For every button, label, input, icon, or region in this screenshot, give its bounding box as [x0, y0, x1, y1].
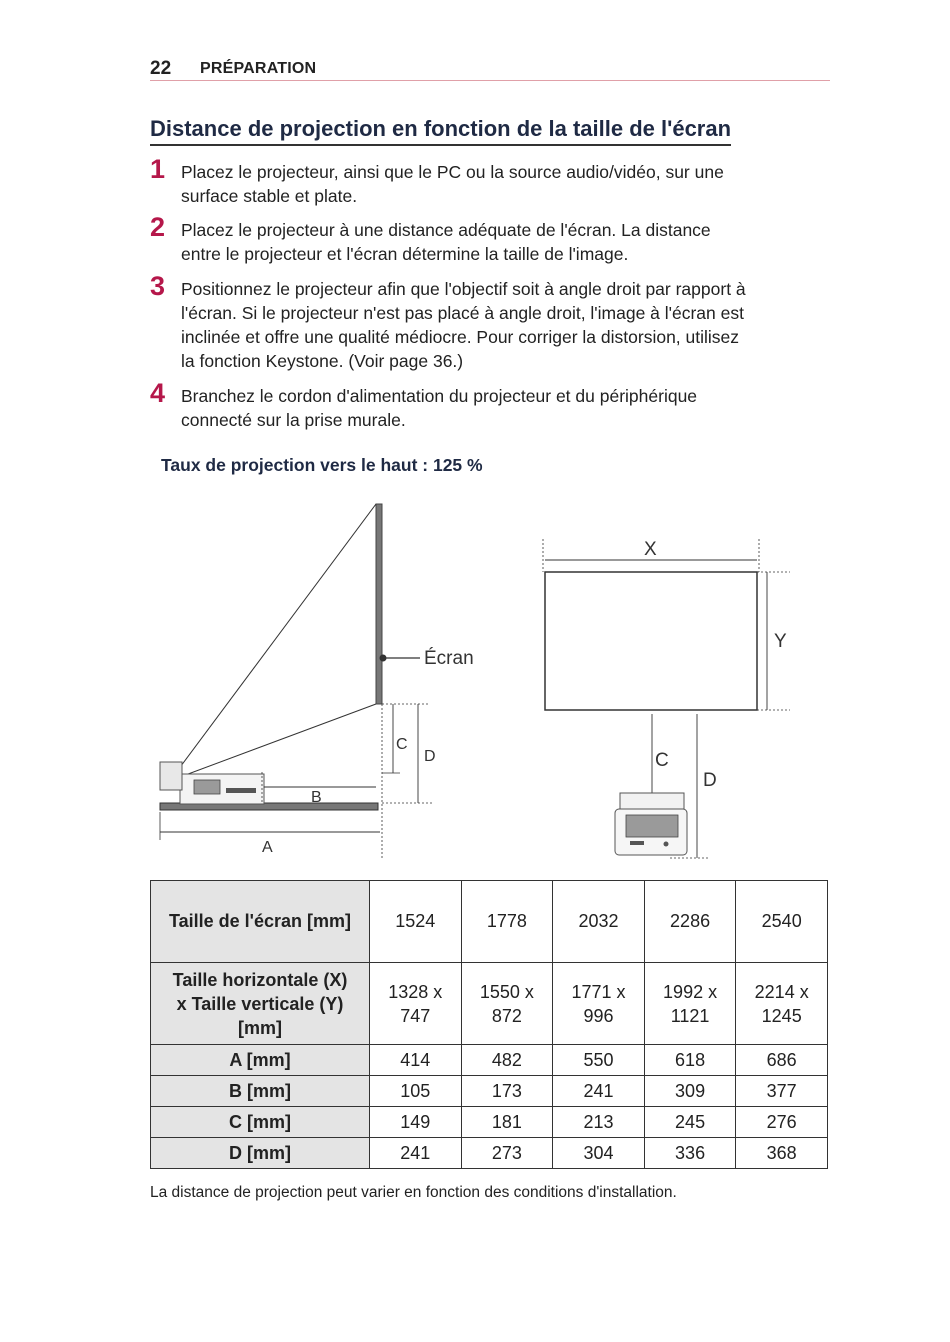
beam-top-line [172, 504, 376, 778]
row-header-line: [mm] [238, 1017, 282, 1038]
row-header [151, 1138, 370, 1169]
table-row [151, 1138, 828, 1169]
step-line: inclinée et offre une qualité médiocre. Pour corriger la distorsion, utilisez [181, 327, 740, 347]
row-header-line: Taille de l'écran [mm] [168, 911, 351, 931]
front-view-illustration [543, 539, 790, 858]
table-cell [736, 963, 828, 1045]
table-cell [370, 881, 462, 963]
table-cell [461, 963, 553, 1045]
cell-line: 1245 [761, 1005, 802, 1026]
table-cell [461, 881, 553, 963]
cell-line: 368 [766, 1142, 797, 1163]
cell-line: 2286 [670, 911, 711, 931]
row-header-line: D [mm] [229, 1142, 291, 1163]
dimension-c-label: C [396, 736, 408, 753]
beam-bottom-line [172, 704, 376, 780]
footnote: La distance de projection peut varier en fonction des conditions d'installation. [150, 1184, 677, 1201]
table-cell [644, 881, 736, 963]
step-number: 3 [150, 271, 166, 301]
cell-line: 1550 x [479, 981, 534, 1002]
cell-line: 996 [583, 1005, 614, 1026]
row-header-line: x Taille verticale (Y) [176, 993, 344, 1014]
table-cell [736, 1107, 828, 1138]
cell-line: 241 [400, 1142, 431, 1163]
step-line: Branchez le cordon d'alimentation du projecteur et du périphérique [181, 386, 698, 406]
table-cell [553, 1138, 645, 1169]
table-cell [370, 1138, 462, 1169]
step-line: Placez le projecteur, ainsi que le PC ou la source audio/vidéo, sur une [181, 162, 724, 182]
table-cell [644, 963, 736, 1045]
table-cell [553, 881, 645, 963]
cell-line: 2540 [761, 911, 802, 931]
table-cell [370, 963, 462, 1045]
table-cell [644, 1076, 736, 1107]
row-header-line: A [mm] [229, 1049, 291, 1070]
page-header [150, 58, 830, 81]
cell-line: 377 [766, 1080, 797, 1101]
screen-pointer-dot [380, 655, 386, 661]
projector-front-icon [615, 793, 687, 855]
table-cell [370, 1107, 462, 1138]
table-cell [553, 1045, 645, 1076]
step-line: entre le projecteur et l'écran détermine la taille de l'image. [181, 244, 629, 264]
table-cell [736, 1045, 828, 1076]
table-row [151, 1107, 828, 1138]
table-cell [461, 1138, 553, 1169]
cell-line: 105 [400, 1080, 431, 1101]
table-cell [736, 1138, 828, 1169]
cell-line: 872 [491, 1005, 522, 1026]
cell-line: 1771 x [571, 981, 626, 1002]
table-cell [461, 1076, 553, 1107]
step-line: la fonction Keystone. (Voir page 36.) [181, 351, 464, 371]
step-line: Positionnez le projecteur afin que l'objectif soit à angle droit par rapport à [181, 279, 746, 299]
dimension-a-label: A [262, 839, 273, 856]
table-row [151, 963, 828, 1045]
step-text [181, 160, 826, 208]
cell-line: 273 [491, 1142, 522, 1163]
cell-line: 1778 [486, 911, 527, 931]
projector-side-icon [160, 762, 264, 804]
cell-line: 747 [400, 1005, 431, 1026]
screen-label: Écran [424, 648, 474, 669]
table-cell [461, 1045, 553, 1076]
row-header [151, 963, 370, 1045]
dimension-x-label: X [644, 539, 657, 560]
row-header [151, 1045, 370, 1076]
cell-line: 276 [766, 1111, 797, 1132]
cell-line: 336 [675, 1142, 706, 1163]
table-cell [461, 1107, 553, 1138]
table-cell [553, 963, 645, 1045]
row-header-line: C [mm] [229, 1111, 291, 1132]
cell-line: 2214 x [754, 981, 809, 1002]
dimension-y-label: Y [774, 631, 787, 652]
step-number: 1 [150, 154, 166, 184]
side-view-illustration [160, 504, 432, 860]
table-cell [553, 1076, 645, 1107]
cell-line: 241 [583, 1080, 614, 1101]
cell-line: 181 [491, 1111, 522, 1132]
table-row [151, 1045, 828, 1076]
dimension-b-label: B [311, 789, 322, 806]
cell-line: 149 [400, 1111, 431, 1132]
row-header [151, 881, 370, 963]
table-cell [553, 1107, 645, 1138]
row-header-line: B [mm] [229, 1080, 291, 1101]
step-text [181, 218, 826, 266]
page-title: Distance de projection en fonction de la taille de l'écran [150, 116, 731, 146]
step-line: surface stable et plate. [181, 186, 358, 206]
step-number: 4 [150, 378, 166, 408]
step-number: 2 [150, 212, 166, 242]
table-cell [644, 1045, 736, 1076]
step-line: l'écran. Si le projecteur n'est pas placé à angle droit, l'image à l'écran est [181, 303, 744, 323]
table-cell [736, 1076, 828, 1107]
projection-diagram [150, 490, 830, 870]
row-header [151, 1107, 370, 1138]
front-screen-rect [545, 572, 757, 710]
cell-line: 173 [491, 1080, 522, 1101]
cell-line: 550 [583, 1049, 614, 1070]
screen-panel [376, 504, 382, 704]
table-cell [644, 1138, 736, 1169]
cell-line: 2032 [578, 911, 619, 931]
cell-line: 482 [491, 1049, 522, 1070]
row-header [151, 1076, 370, 1107]
step-line: connecté sur la prise murale. [181, 410, 406, 430]
step-text [181, 384, 826, 432]
cell-line: 686 [766, 1049, 797, 1070]
table-cell [736, 881, 828, 963]
cell-line: 245 [675, 1111, 706, 1132]
table-cell [370, 1045, 462, 1076]
ratio-subheading: Taux de projection vers le haut : 125 % [161, 455, 483, 475]
cell-line: 304 [583, 1142, 614, 1163]
cell-line: 213 [583, 1111, 614, 1132]
table-row [151, 881, 828, 963]
cell-line: 414 [400, 1049, 431, 1070]
cell-line: 1992 x [663, 981, 718, 1002]
dimension-d-front-label: D [703, 770, 717, 791]
page-number: 22 [150, 58, 172, 79]
row-header-line: Taille horizontale (X) [172, 969, 348, 990]
cell-line: 1121 [670, 1005, 710, 1026]
cell-line: 618 [675, 1049, 706, 1070]
table-cell [370, 1076, 462, 1107]
step-text [181, 277, 826, 373]
section-title: PRÉPARATION [200, 60, 317, 77]
spec-table [150, 880, 828, 1169]
cell-line: 309 [675, 1080, 706, 1101]
table-cell [644, 1107, 736, 1138]
step-line: Placez le projecteur à une distance adéquate de l'écran. La distance [181, 220, 711, 240]
dimension-d-label: D [424, 748, 436, 765]
dimension-c-front-label: C [655, 750, 669, 771]
cell-line: 1328 x [388, 981, 443, 1002]
table-row [151, 1076, 828, 1107]
cell-line: 1524 [395, 911, 436, 931]
